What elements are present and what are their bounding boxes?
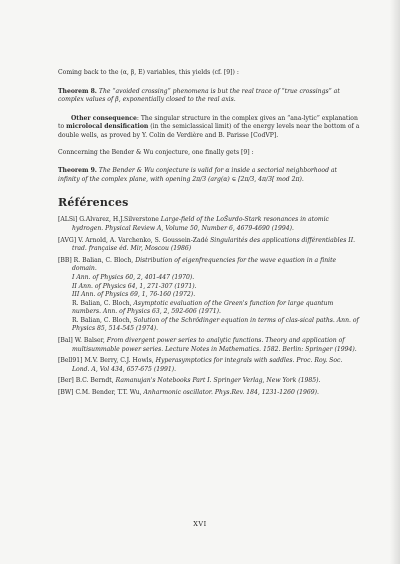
reference-title: Distribution of eigenfrequencies for the wave equation in a finite domain.	[72, 256, 337, 273]
theorem-8-text: The “avoided crossing” phenomena is but the real trace of “true crossings” at complex values of β, exponentially closed to the real axis.	[58, 87, 340, 104]
intro-paragraph: Coming back to the (α, β, E) variables, this yields (cf. [9]) :	[58, 69, 239, 76]
reference-bb-part-3: III Ann. of Physics 69, 1, 76-160 (1972).	[72, 291, 196, 299]
reference-authors: R. Balian, C. Bloch,	[73, 256, 134, 264]
reference-bb-part-2: II Ann. of Physics 64, 1, 271-307 (1971).	[72, 282, 197, 290]
reference-title: Anharmonic oscillator. Phys.Rev. 184, 1231-1260 (1969).	[143, 389, 319, 397]
reference-title: From divergent power series to analytic functions. Theory and application of multisummable power series. Lecture Notes in Mathematics. 1582. Berlin: Springer (1994).	[72, 337, 357, 353]
reference-bal	[58, 337, 360, 354]
reference-title: Asymptotic evaluation of the Green's function for large quantum numbers. Ann. of Physics 63, 2, 592-606 (1971).	[72, 299, 334, 316]
page-number: XVI	[193, 520, 207, 528]
reference-key: [Ber]	[58, 377, 74, 385]
consequence-paragraph	[58, 115, 360, 141]
reference-title: Large-field of the LoŠurdo-Stark resonances in atomic hydrogen. Physical Review A, Volume 50, Number 6, 4679-4690 (1994).	[72, 216, 329, 232]
consequence-text-b: (in the semiclassical limit) of the energy levels near the bottom of a double wells, as proved by Y. Colin de Verdière and B. Parisse [CodVP].	[58, 123, 360, 139]
reference-authors: R. Balian, C. Bloch,	[72, 316, 132, 324]
reference-title: Hyperasymptotics for integrals with saddles. Proc. Roy. Soc. Lond. A, Vol 434, 657-675 (1991).	[72, 357, 343, 373]
reference-authors: M.V. Berry, C.J. Howls,	[84, 357, 154, 365]
theorem-8	[58, 88, 360, 105]
reference-bw	[58, 389, 360, 398]
consequence-text-a: : The singular structure in the complex gives an “ana-lytic” explanation to	[58, 114, 358, 131]
reference-authors: R. Balian, C. Bloch,	[72, 299, 132, 307]
consequence-label: Other consequence	[71, 114, 137, 122]
reference-key: [BW]	[58, 389, 74, 397]
reference-ber	[58, 377, 360, 386]
reference-authors: G.Alvarez, H.J.Silverstone	[79, 216, 159, 224]
theorem-9-label: Theorem 9.	[58, 167, 97, 175]
theorem-8-label: Theorem 8.	[58, 87, 97, 95]
reference-title: Ramanujan's Notebooks Part I. Springer Verlag, New York (1985).	[115, 377, 321, 385]
reference-key: [ALSi]	[58, 216, 78, 224]
reference-key: [BB]	[58, 256, 72, 264]
consequence-bold-term: microlocal densification	[66, 123, 149, 131]
reference-authors: C.M. Bender, T.T. Wu,	[75, 389, 142, 397]
reference-key: [AVG]	[58, 236, 77, 244]
references-heading: Références	[58, 196, 129, 210]
theorem-9-text: The Bender & Wu conjecture is valid for α inside a sectorial neighborhood at infinity of the complex plane, with opening 2π/3 (arg(α) ∈ [2π/3, 4π/3[ mod 2π).	[58, 167, 337, 183]
reference-avg	[58, 237, 360, 254]
reference-alsi	[58, 216, 360, 233]
reference-authors: V. Arnold, A. Varchenko, S. Goussein-Zadé	[78, 236, 209, 244]
page-edge-shadow	[390, 0, 400, 564]
reference-bb-part-1: I Ann. of Physics 60, 2, 401-447 (1970).	[72, 273, 195, 281]
reference-bb	[58, 257, 360, 274]
reference-title: Singularités des applications différentiables II. trad. française éd. Mir, Moscou (1986)	[72, 236, 356, 253]
reference-key: [Bal]	[58, 337, 73, 345]
theorem-9	[58, 167, 360, 184]
reference-bb-extra-2	[58, 317, 360, 334]
references-list	[58, 216, 360, 397]
reference-authors: W. Balser,	[74, 337, 105, 345]
reference-authors: B.C. Berndt,	[75, 377, 114, 385]
reference-key: [Bell91]	[58, 357, 83, 365]
reference-bb-extra-1	[58, 300, 360, 317]
page-content	[58, 60, 360, 398]
reference-title: Solution of the Schrödinger equation in terms of clas-sical paths. Ann. of Physics 85, 514-545 (1974).	[72, 316, 359, 333]
bender-wu-intro: Conncerning the Bender & Wu conjecture, one finally gets [9] :	[58, 148, 254, 156]
reference-bell91	[58, 357, 360, 374]
